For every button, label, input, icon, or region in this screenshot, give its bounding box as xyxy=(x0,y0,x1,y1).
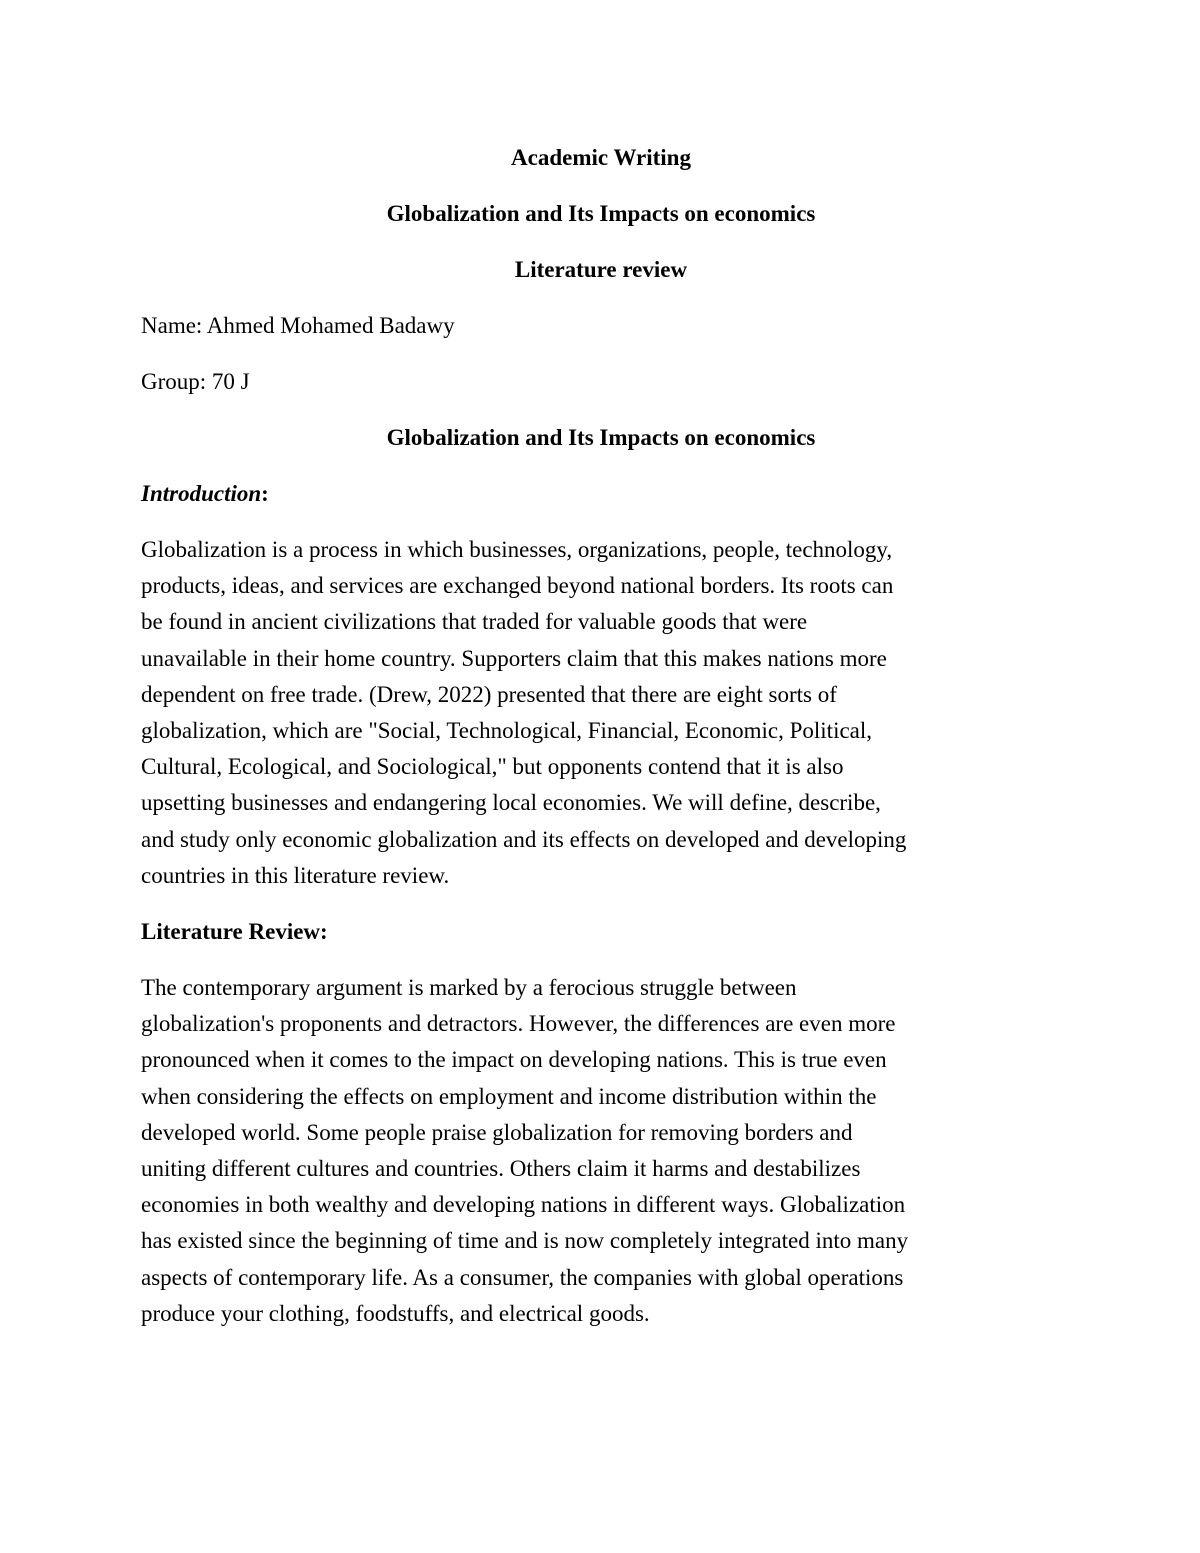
review-line: The contemporary argument is marked by a ferocious struggle between xyxy=(141,975,797,1001)
intro-line: countries in this literature review. xyxy=(141,862,450,888)
document-type: Literature review xyxy=(514,257,688,282)
group-label: Group: 70 J xyxy=(141,369,250,394)
literature-review-heading: Literature Review: xyxy=(141,919,328,945)
paper-title: Globalization and Its Impacts on economics xyxy=(386,201,816,226)
intro-line: and study only economic globalization and its effects on developed and developing xyxy=(141,826,907,852)
review-line: pronounced when it comes to the impact on developing nations. This is true even xyxy=(141,1047,887,1073)
intro-line: unavailable in their home country. Supporters claim that this makes nations more xyxy=(141,645,887,671)
intro-line: dependent on free trade. (Drew, 2022) presented that there are eight sorts of xyxy=(141,681,837,707)
literature-review-paragraph xyxy=(141,970,1061,1332)
author-name: Name: Ahmed Mohamed Badawy xyxy=(141,313,455,338)
review-line: has existed since the beginning of time and is now completely integrated into many xyxy=(141,1228,909,1254)
intro-line: Cultural, Ecological, and Sociological," but opponents contend that it is also xyxy=(141,754,844,780)
introduction-heading xyxy=(141,476,1061,512)
introduction-heading-text: Introduction xyxy=(141,481,262,506)
document-content xyxy=(141,140,1061,1352)
intro-line: be found in ancient civilizations that traded for valuable goods that were xyxy=(141,609,808,635)
intro-line: Globalization is a process in which businesses, organizations, people, technology, xyxy=(141,537,893,562)
course-title: Academic Writing xyxy=(511,145,691,170)
intro-line: globalization, which are "Social, Technological, Financial, Economic, Political, xyxy=(141,718,873,744)
review-line: produce your clothing, foodstuffs, and electrical goods. xyxy=(141,1300,650,1326)
review-line: developed world. Some people praise globalization for removing borders and xyxy=(141,1119,853,1145)
introduction-paragraph xyxy=(141,532,1061,894)
review-line: economies in both wealthy and developing nations in different ways. Globalization xyxy=(141,1192,906,1218)
review-line: when considering the effects on employment and income distribution within the xyxy=(141,1083,877,1109)
intro-line: upsetting businesses and endangering local economies. We will define, describe, xyxy=(141,790,881,816)
intro-line: products, ideas, and services are exchanged beyond national borders. Its roots can xyxy=(141,573,894,599)
review-line: globalization's proponents and detractors. However, the differences are even more xyxy=(141,1011,896,1037)
introduction-heading-colon: : xyxy=(261,481,269,506)
review-line: uniting different cultures and countries. Others claim it harms and destabilizes xyxy=(141,1156,861,1182)
review-line: aspects of contemporary life. As a consumer, the companies with global operations xyxy=(141,1264,904,1290)
body-title: Globalization and Its Impacts on economics xyxy=(386,425,816,450)
